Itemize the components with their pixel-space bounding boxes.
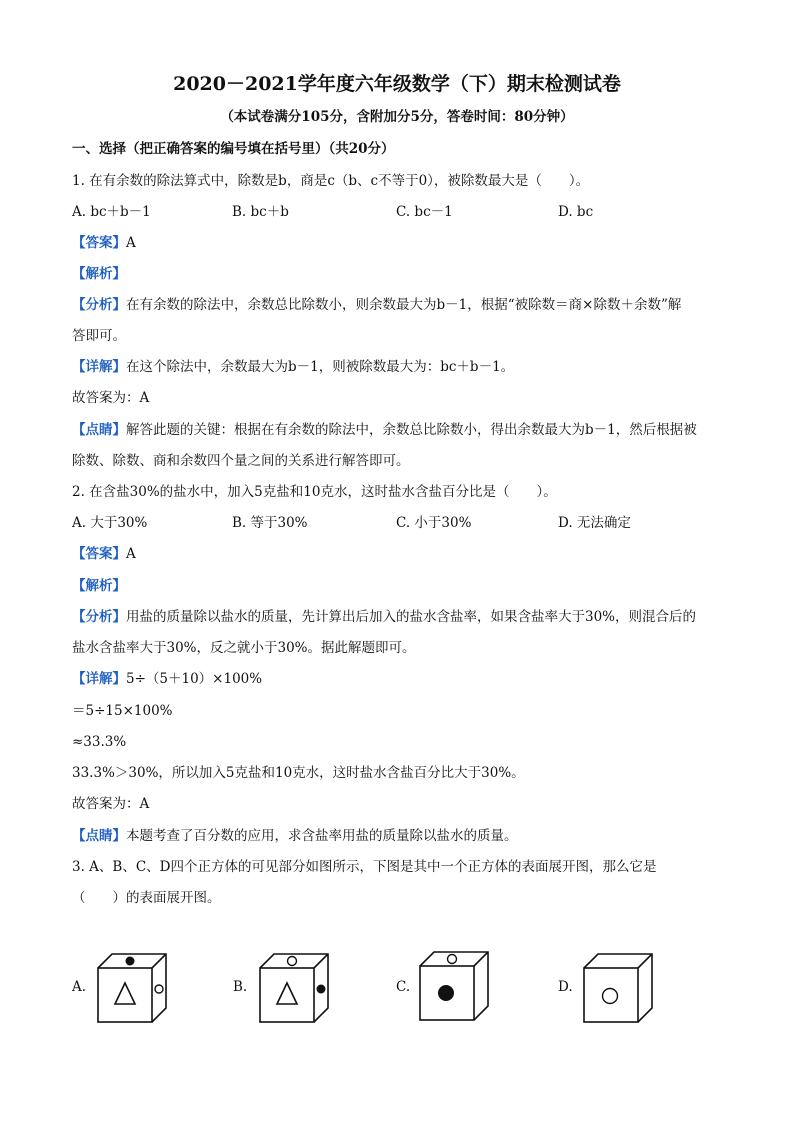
- q1-tip-line: [72, 421, 697, 439]
- q2-detail-1: 5÷（5＋10）×100%: [126, 671, 263, 687]
- cube-c-figure: [418, 950, 492, 1024]
- cube-a-figure: [96, 952, 170, 1026]
- q2-detail-line: [72, 670, 262, 688]
- cube-front-face: [98, 968, 152, 1022]
- analysis-tag: 【解析】: [72, 266, 126, 282]
- hollow-circle-icon: [603, 989, 618, 1004]
- q2-fenxi-line: [72, 608, 696, 626]
- q3-stem-1: 3. A、B、C、D四个正方体的可见部分如图所示，下图是其中一个正方体的表面展开图，那么它是: [72, 859, 657, 875]
- answer-tag: 【答案】: [72, 546, 126, 562]
- q1-answer: A: [126, 235, 136, 251]
- hollow-dot-icon: [288, 957, 297, 966]
- q2-tip: 本题考查了百分数的应用，求含盐率用盐的质量除以盐水的质量。: [126, 828, 518, 844]
- analysis-tag: 【解析】: [72, 578, 126, 594]
- tip-tag: 【点睛】: [72, 422, 126, 438]
- q2-option-c: C. 小于30%: [396, 515, 472, 531]
- cube-edge: [474, 952, 488, 966]
- fenxi-tag: 【分析】: [72, 297, 126, 313]
- cube-front-face: [584, 968, 638, 1022]
- q1-option-c: C. bc－1: [396, 204, 453, 220]
- q2-detail-2: ＝5÷15×100%: [72, 703, 173, 719]
- q1-answer-line: [72, 234, 136, 252]
- detail-tag: 【详解】: [72, 671, 126, 687]
- section-heading: 一、选择（把正确答案的编号填在括号里）（共20分）: [72, 141, 395, 157]
- hollow-dot-icon: [448, 955, 457, 964]
- exam-subtitle: （本试卷满分105分，含附加分5分，答卷时间：80分钟）: [220, 109, 574, 125]
- q2-option-a: A. 大于30%: [72, 515, 148, 531]
- q1-tip-2: 除数、除数、商和余数四个量之间的关系进行解答即可。: [72, 453, 410, 469]
- q2-answer: A: [126, 546, 136, 562]
- cube-b-figure: [258, 952, 332, 1026]
- cube-d-figure: [582, 952, 656, 1026]
- answer-tag: 【答案】: [72, 235, 126, 251]
- q1-fenxi-1: 在有余数的除法中，余数总比除数小，则余数最大为b－1，根据“被除数＝商×除数＋余数”解: [126, 297, 682, 313]
- filled-circle-icon: [438, 985, 454, 1001]
- q2-fenxi-1: 用盐的质量除以盐水的质量，先计算出后加入的盐水含盐率，如果含盐率大于30%，则混合后的: [126, 609, 697, 625]
- q2-detail-4: 33.3%＞30%，所以加入5克盐和10克水，这时盐水含盐百分比大于30%。: [72, 765, 525, 781]
- q2-conclusion: 故答案为：A: [72, 796, 150, 812]
- cube-edge: [152, 954, 166, 968]
- q3-option-label-c: C.: [396, 979, 411, 995]
- filled-dot-icon: [317, 985, 326, 994]
- q3-option-label-b: B.: [233, 979, 248, 995]
- q1-option-a: A. bc＋b－1: [72, 204, 151, 220]
- q1-fenxi-line: [72, 296, 681, 314]
- q2-answer-line: [72, 545, 136, 563]
- cube-edge: [638, 954, 652, 968]
- cube-front-face: [260, 968, 314, 1022]
- q1-detail: 在这个除法中，余数最大为b－1，则被除数最大为：bc＋b－1。: [126, 359, 515, 375]
- q2-fenxi-2: 盐水含盐率大于30%，反之就小于30%。据此解题即可。: [72, 640, 416, 656]
- q2-stem: 2. 在含盐30%的盐水中，加入5克盐和10克水，这时盐水含盐百分比是（ ）。: [72, 484, 557, 500]
- fenxi-tag: 【分析】: [72, 609, 126, 625]
- cube-edge: [314, 954, 328, 968]
- q2-option-b: B. 等于30%: [232, 515, 308, 531]
- q3-option-label-d: D.: [558, 979, 573, 995]
- q1-tip-1: 解答此题的关键：根据在有余数的除法中，余数总比除数小，得出余数最大为b－1，然后根据被: [126, 422, 697, 438]
- q1-conclusion: 故答案为：A: [72, 390, 150, 406]
- tip-tag: 【点睛】: [72, 828, 126, 844]
- q1-option-b: B. bc＋b: [232, 204, 289, 220]
- q1-fenxi-2: 答即可。: [72, 328, 126, 344]
- q2-option-d: D. 无法确定: [558, 515, 631, 531]
- triangle-icon: [115, 983, 135, 1004]
- filled-dot-icon: [126, 957, 135, 966]
- page-title: 2020－2021学年度六年级数学（下）期末检测试卷: [173, 73, 621, 95]
- hollow-dot-icon: [155, 985, 163, 993]
- triangle-icon: [277, 983, 297, 1004]
- q1-detail-line: [72, 358, 514, 376]
- q3-option-label-a: A.: [72, 979, 87, 995]
- q1-option-d: D. bc: [558, 204, 594, 220]
- q1-stem: 1. 在有余数的除法算式中，除数是b，商是c（b、c不等于0），被除数最大是（ ）。: [72, 173, 590, 189]
- q2-tip-line: [72, 827, 518, 845]
- detail-tag: 【详解】: [72, 359, 126, 375]
- q2-detail-3: ≈33.3%: [72, 734, 127, 750]
- q3-stem-2: （ ）的表面展开图。: [72, 890, 221, 906]
